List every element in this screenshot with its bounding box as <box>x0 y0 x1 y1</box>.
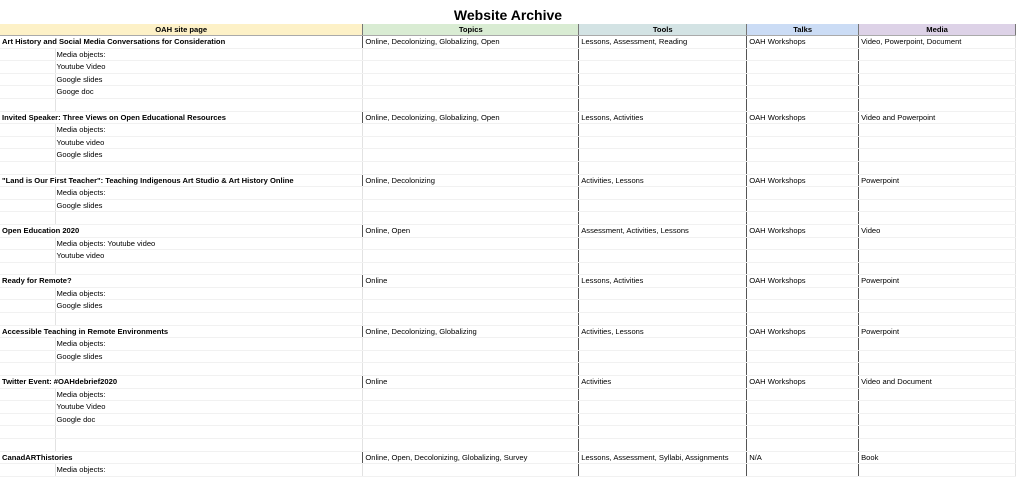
talks-cell[interactable] <box>747 439 859 452</box>
talks-cell[interactable] <box>747 187 859 200</box>
talks-cell[interactable] <box>747 363 859 376</box>
topics-cell[interactable] <box>363 61 579 74</box>
tools-cell[interactable] <box>579 363 747 376</box>
media-cell[interactable] <box>859 136 1016 149</box>
talks-cell[interactable] <box>747 426 859 439</box>
topics-cell[interactable] <box>363 287 579 300</box>
media-cell[interactable] <box>859 439 1016 452</box>
empty-cell[interactable] <box>0 98 56 111</box>
media-object-cell[interactable]: Googe doc <box>56 86 363 99</box>
topics-cell[interactable] <box>363 136 579 149</box>
media-cell[interactable]: Video, Powerpoint, Document <box>859 36 1016 49</box>
media-cell[interactable]: Book <box>859 451 1016 464</box>
talks-cell[interactable] <box>747 124 859 137</box>
table-row <box>0 48 1016 61</box>
table-body <box>0 36 1016 477</box>
media-cell[interactable] <box>859 161 1016 174</box>
empty-cell[interactable] <box>0 464 56 477</box>
tools-cell[interactable] <box>579 136 747 149</box>
media-cell[interactable] <box>859 73 1016 86</box>
tools-cell[interactable] <box>579 350 747 363</box>
table-row <box>0 451 1016 464</box>
archive-table <box>0 24 1016 477</box>
tools-cell[interactable] <box>579 124 747 137</box>
media-object-cell[interactable]: Google slides <box>56 350 363 363</box>
tools-cell[interactable] <box>579 439 747 452</box>
talks-cell[interactable] <box>747 338 859 351</box>
table-row <box>0 73 1016 86</box>
topics-cell[interactable] <box>363 73 579 86</box>
talks-cell[interactable] <box>747 61 859 74</box>
talks-cell[interactable] <box>747 199 859 212</box>
tools-cell[interactable] <box>579 73 747 86</box>
table-row <box>0 325 1016 338</box>
tools-cell[interactable] <box>579 161 747 174</box>
tools-cell[interactable] <box>579 401 747 414</box>
media-cell[interactable] <box>859 237 1016 250</box>
talks-cell[interactable] <box>747 149 859 162</box>
table-row <box>0 376 1016 389</box>
table-row <box>0 426 1016 439</box>
media-cell[interactable] <box>859 86 1016 99</box>
topics-cell[interactable] <box>363 313 579 326</box>
tools-cell[interactable] <box>579 98 747 111</box>
media-object-cell[interactable] <box>56 262 363 275</box>
table-row <box>0 275 1016 288</box>
tools-cell[interactable] <box>579 61 747 74</box>
media-object-cell[interactable] <box>56 161 363 174</box>
topics-cell[interactable]: Online, Decolonizing <box>363 174 579 187</box>
media-object-cell[interactable] <box>56 313 363 326</box>
talks-cell[interactable] <box>747 48 859 61</box>
tools-cell[interactable]: Lessons, Activities <box>579 275 747 288</box>
tools-cell[interactable]: Lessons, Assessment, Reading <box>579 36 747 49</box>
topics-cell[interactable] <box>363 149 579 162</box>
empty-cell[interactable] <box>0 136 56 149</box>
talks-cell[interactable]: OAH Workshops <box>747 376 859 389</box>
empty-cell[interactable] <box>0 187 56 200</box>
page-title-cell[interactable]: "Land is Our First Teacher": Teaching Indigenous Art Studio & Art History Online <box>0 174 363 187</box>
empty-cell[interactable] <box>0 61 56 74</box>
tools-cell[interactable] <box>579 212 747 225</box>
table-row <box>0 149 1016 162</box>
table-row <box>0 287 1016 300</box>
empty-cell[interactable] <box>0 262 56 275</box>
tools-cell[interactable] <box>579 426 747 439</box>
media-cell[interactable] <box>859 388 1016 401</box>
empty-cell[interactable] <box>0 250 56 263</box>
page-title-cell[interactable]: Art History and Social Media Conversations for Consideration <box>0 36 363 49</box>
topics-cell[interactable] <box>363 250 579 263</box>
talks-cell[interactable] <box>747 464 859 477</box>
empty-cell[interactable] <box>0 149 56 162</box>
media-object-cell[interactable]: Google slides <box>56 300 363 313</box>
page-title-cell[interactable]: Accessible Teaching in Remote Environments <box>0 325 363 338</box>
media-cell[interactable] <box>859 199 1016 212</box>
media-cell[interactable] <box>859 313 1016 326</box>
page-title-cell[interactable]: Twitter Event: #OAHdebrief2020 <box>0 376 363 389</box>
topics-cell[interactable] <box>363 300 579 313</box>
media-object-cell[interactable]: Youtube Video <box>56 61 363 74</box>
empty-cell[interactable] <box>0 161 56 174</box>
tools-cell[interactable]: Lessons, Activities <box>579 111 747 124</box>
tools-cell[interactable] <box>579 464 747 477</box>
empty-cell[interactable] <box>0 48 56 61</box>
media-object-cell[interactable]: Google slides <box>56 73 363 86</box>
talks-cell[interactable] <box>747 401 859 414</box>
media-cell[interactable]: Powerpoint <box>859 174 1016 187</box>
media-object-cell[interactable]: Media objects: <box>56 338 363 351</box>
media-object-cell[interactable]: Media objects: <box>56 48 363 61</box>
media-cell[interactable] <box>859 300 1016 313</box>
empty-cell[interactable] <box>0 313 56 326</box>
media-cell[interactable]: Video and Document <box>859 376 1016 389</box>
media-cell[interactable] <box>859 149 1016 162</box>
talks-cell[interactable]: OAH Workshops <box>747 36 859 49</box>
empty-cell[interactable] <box>0 86 56 99</box>
topics-cell[interactable] <box>363 413 579 426</box>
page-title-cell[interactable]: Open Education 2020 <box>0 224 363 237</box>
media-object-cell[interactable]: Youtube video <box>56 250 363 263</box>
tools-cell[interactable] <box>579 313 747 326</box>
empty-cell[interactable] <box>0 363 56 376</box>
table-row <box>0 300 1016 313</box>
topics-cell[interactable] <box>363 401 579 414</box>
header-talks[interactable]: Talks <box>747 24 859 36</box>
talks-cell[interactable] <box>747 136 859 149</box>
tools-cell[interactable]: Activities, Lessons <box>579 325 747 338</box>
empty-cell[interactable] <box>0 300 56 313</box>
media-object-cell[interactable]: Google slides <box>56 149 363 162</box>
media-object-cell[interactable] <box>56 363 363 376</box>
media-cell[interactable] <box>859 187 1016 200</box>
topics-cell[interactable]: Online, Decolonizing, Globalizing <box>363 325 579 338</box>
table-row <box>0 401 1016 414</box>
page-title-cell[interactable]: Ready for Remote? <box>0 275 363 288</box>
empty-cell[interactable] <box>0 413 56 426</box>
media-object-cell[interactable]: Google doc <box>56 413 363 426</box>
media-cell[interactable] <box>859 98 1016 111</box>
empty-cell[interactable] <box>0 439 56 452</box>
table-row <box>0 388 1016 401</box>
table-row <box>0 262 1016 275</box>
table-row <box>0 124 1016 137</box>
media-object-cell[interactable] <box>56 426 363 439</box>
talks-cell[interactable]: N/A <box>747 451 859 464</box>
media-cell[interactable] <box>859 124 1016 137</box>
topics-cell[interactable] <box>363 439 579 452</box>
media-object-cell[interactable] <box>56 98 363 111</box>
table-row <box>0 350 1016 363</box>
tools-cell[interactable] <box>579 300 747 313</box>
empty-cell[interactable] <box>0 388 56 401</box>
media-cell[interactable]: Video <box>859 224 1016 237</box>
media-cell[interactable] <box>859 426 1016 439</box>
topics-cell[interactable] <box>363 338 579 351</box>
table-row <box>0 98 1016 111</box>
topics-cell[interactable] <box>363 98 579 111</box>
empty-cell[interactable] <box>0 426 56 439</box>
table-row <box>0 212 1016 225</box>
tools-cell[interactable] <box>579 287 747 300</box>
talks-cell[interactable]: OAH Workshops <box>747 111 859 124</box>
table-row <box>0 86 1016 99</box>
media-object-cell[interactable] <box>56 439 363 452</box>
talks-cell[interactable] <box>747 287 859 300</box>
talks-cell[interactable] <box>747 300 859 313</box>
talks-cell[interactable]: OAH Workshops <box>747 275 859 288</box>
media-object-cell[interactable]: Media objects: <box>56 388 363 401</box>
topics-cell[interactable]: Online, Open <box>363 224 579 237</box>
sheet-title: Website Archive <box>453 7 563 23</box>
table-row <box>0 111 1016 124</box>
tools-cell[interactable] <box>579 86 747 99</box>
tools-cell[interactable] <box>579 413 747 426</box>
table-row <box>0 338 1016 351</box>
talks-cell[interactable] <box>747 98 859 111</box>
header-tools[interactable]: Tools <box>579 24 747 36</box>
topics-cell[interactable]: Online, Open, Decolonizing, Globalizing, Survey <box>363 451 579 464</box>
tools-cell[interactable] <box>579 187 747 200</box>
table-row <box>0 161 1016 174</box>
talks-cell[interactable] <box>747 161 859 174</box>
empty-cell[interactable] <box>0 287 56 300</box>
topics-cell[interactable] <box>363 124 579 137</box>
talks-cell[interactable] <box>747 212 859 225</box>
media-object-cell[interactable]: Youtube video <box>56 136 363 149</box>
tools-cell[interactable] <box>579 237 747 250</box>
media-object-cell[interactable]: Media objects: <box>56 124 363 137</box>
header-row <box>0 24 1016 36</box>
talks-cell[interactable] <box>747 86 859 99</box>
talks-cell[interactable] <box>747 237 859 250</box>
topics-cell[interactable]: Online <box>363 275 579 288</box>
topics-cell[interactable]: Online <box>363 376 579 389</box>
topics-cell[interactable] <box>363 86 579 99</box>
table-row <box>0 250 1016 263</box>
media-object-cell[interactable]: Media objects: Youtube video <box>56 237 363 250</box>
topics-cell[interactable] <box>363 237 579 250</box>
topics-cell[interactable] <box>363 363 579 376</box>
header-topics[interactable]: Topics <box>363 24 579 36</box>
table-row <box>0 36 1016 49</box>
talks-cell[interactable] <box>747 413 859 426</box>
media-cell[interactable] <box>859 262 1016 275</box>
media-cell[interactable] <box>859 287 1016 300</box>
topics-cell[interactable]: Online, Decolonizing, Globalizing, Open <box>363 36 579 49</box>
talks-cell[interactable] <box>747 250 859 263</box>
talks-cell[interactable]: OAH Workshops <box>747 325 859 338</box>
media-cell[interactable] <box>859 350 1016 363</box>
table-row <box>0 224 1016 237</box>
talks-cell[interactable] <box>747 388 859 401</box>
talks-cell[interactable] <box>747 73 859 86</box>
media-cell[interactable] <box>859 464 1016 477</box>
media-cell[interactable] <box>859 413 1016 426</box>
table-row <box>0 136 1016 149</box>
talks-cell[interactable]: OAH Workshops <box>747 224 859 237</box>
media-cell[interactable] <box>859 401 1016 414</box>
topics-cell[interactable] <box>363 199 579 212</box>
table-row <box>0 439 1016 452</box>
topics-cell[interactable] <box>363 187 579 200</box>
table-row <box>0 199 1016 212</box>
topics-cell[interactable] <box>363 464 579 477</box>
talks-cell[interactable] <box>747 313 859 326</box>
media-object-cell[interactable]: Google slides <box>56 199 363 212</box>
media-cell[interactable] <box>859 212 1016 225</box>
tools-cell[interactable] <box>579 338 747 351</box>
empty-cell[interactable] <box>0 73 56 86</box>
media-cell[interactable]: Powerpoint <box>859 325 1016 338</box>
tools-cell[interactable] <box>579 199 747 212</box>
empty-cell[interactable] <box>0 199 56 212</box>
media-object-cell[interactable]: Youtube Video <box>56 401 363 414</box>
tools-cell[interactable]: Lessons, Assessment, Syllabi, Assignments <box>579 451 747 464</box>
talks-cell[interactable] <box>747 262 859 275</box>
empty-cell[interactable] <box>0 124 56 137</box>
header-oah-site-page[interactable]: OAH site page <box>0 24 363 36</box>
media-cell[interactable] <box>859 250 1016 263</box>
empty-cell[interactable] <box>0 350 56 363</box>
table-row <box>0 174 1016 187</box>
topics-cell[interactable] <box>363 212 579 225</box>
media-object-cell[interactable]: Media objects: <box>56 287 363 300</box>
media-cell[interactable] <box>859 338 1016 351</box>
table-row <box>0 237 1016 250</box>
media-cell[interactable] <box>859 363 1016 376</box>
topics-cell[interactable]: Online, Decolonizing, Globalizing, Open <box>363 111 579 124</box>
tools-cell[interactable] <box>579 149 747 162</box>
tools-cell[interactable] <box>579 48 747 61</box>
media-cell[interactable]: Powerpoint <box>859 275 1016 288</box>
table-row <box>0 363 1016 376</box>
tools-cell[interactable]: Activities, Lessons <box>579 174 747 187</box>
media-cell[interactable]: Video and Powerpoint <box>859 111 1016 124</box>
media-object-cell[interactable] <box>56 212 363 225</box>
table-row <box>0 413 1016 426</box>
tools-cell[interactable]: Assessment, Activities, Lessons <box>579 224 747 237</box>
empty-cell[interactable] <box>0 338 56 351</box>
topics-cell[interactable] <box>363 161 579 174</box>
empty-cell[interactable] <box>0 212 56 225</box>
talks-cell[interactable] <box>747 350 859 363</box>
topics-cell[interactable] <box>363 388 579 401</box>
empty-cell[interactable] <box>0 237 56 250</box>
media-cell[interactable] <box>859 61 1016 74</box>
empty-cell[interactable] <box>0 401 56 414</box>
topics-cell[interactable] <box>363 350 579 363</box>
page-title-cell[interactable]: CanadARThistories <box>0 451 363 464</box>
media-cell[interactable] <box>859 48 1016 61</box>
tools-cell[interactable] <box>579 262 747 275</box>
topics-cell[interactable] <box>363 262 579 275</box>
topics-cell[interactable] <box>363 426 579 439</box>
table-row <box>0 61 1016 74</box>
table-row <box>0 464 1016 477</box>
table-row <box>0 313 1016 326</box>
media-object-cell[interactable]: Media objects: <box>56 187 363 200</box>
tools-cell[interactable]: Activities <box>579 376 747 389</box>
tools-cell[interactable] <box>579 388 747 401</box>
page-title-cell[interactable]: Invited Speaker: Three Views on Open Educational Resources <box>0 111 363 124</box>
table-row <box>0 187 1016 200</box>
media-object-cell[interactable]: Media objects: <box>56 464 363 477</box>
tools-cell[interactable] <box>579 250 747 263</box>
topics-cell[interactable] <box>363 48 579 61</box>
header-media[interactable]: Media <box>859 24 1016 36</box>
talks-cell[interactable]: OAH Workshops <box>747 174 859 187</box>
